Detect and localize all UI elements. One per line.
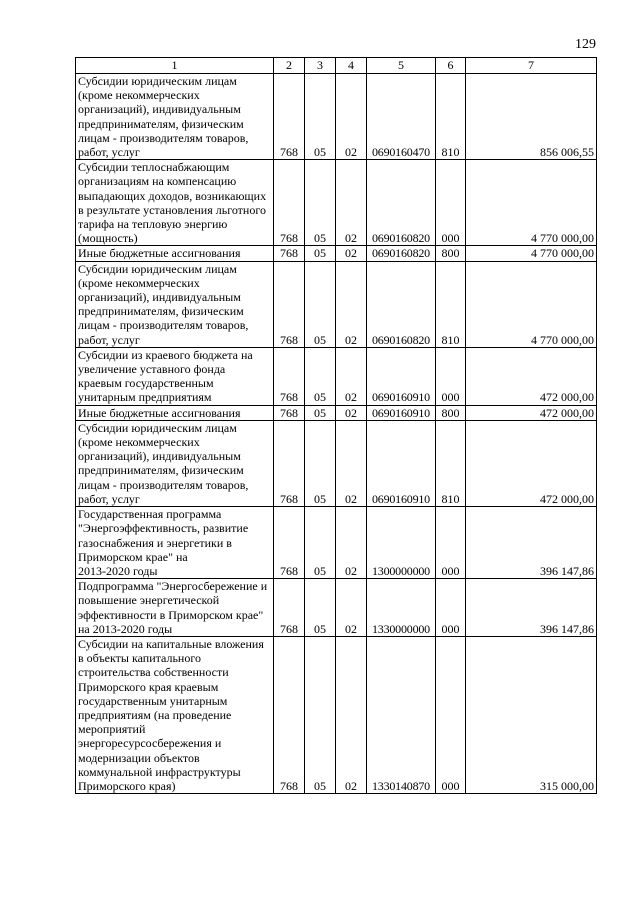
row-description: Субсидии юридическим лицам (кроме некоммерческих организаций), индивидуальным предпринимателям, физическим лицам - производителям товаров, работ, услуг [76,74,274,160]
row-description: Субсидии теплоснабжающим организациям на компенсацию выпадающих доходов, возникающих в результате установления льготного тарифа на тепловую энергию (мощность) [76,160,274,246]
row-target-article: 0690160820 [367,261,436,347]
row-description: Субсидии юридическим лицам (кроме некоммерческих организаций), индивидуальным предпринимателям, физическим лицам - производителям товаров, работ, услуг [76,420,274,506]
row-subsection: 02 [336,160,367,246]
row-ministry-code: 768 [274,405,305,420]
table-row [76,261,597,347]
table-row [76,246,597,261]
row-description: Подпрограмма "Энергосбережение и повышение энергетической эффективности в Приморском крае" на 2013-2020 годы [76,579,274,637]
header-col-1: 1 [76,58,274,74]
row-amount: 396 147,86 [466,579,597,637]
budget-table [75,57,597,794]
row-subsection: 02 [336,636,367,793]
header-col-6: 6 [436,58,466,74]
row-ministry-code: 768 [274,579,305,637]
row-amount: 856 006,55 [466,74,597,160]
row-description: Иные бюджетные ассигнования [76,246,274,261]
row-section: 05 [305,579,336,637]
row-target-article: 0690160910 [367,405,436,420]
header-col-4: 4 [336,58,367,74]
table-row [76,579,597,637]
row-section: 05 [305,420,336,506]
row-description: Государственная программа "Энергоэффективность, развитие газоснабжения и энергетики в Приморском крае" на 2013-2020 годы [76,507,274,579]
row-description: Иные бюджетные ассигнования [76,405,274,420]
row-description: Субсидии на капитальные вложения в объекты капитального строительства собственности Приморского края краевым государственным унитарным предприятиям (на проведение мероприятий энергоресурсосбережения и модернизации объектов коммунальной инфраструктуры Приморского края) [76,636,274,793]
row-ministry-code: 768 [274,347,305,405]
row-ministry-code: 768 [274,420,305,506]
row-amount: 4 770 000,00 [466,160,597,246]
row-expense-type: 810 [436,261,466,347]
table-row [76,405,597,420]
row-target-article: 1330140870 [367,636,436,793]
row-ministry-code: 768 [274,74,305,160]
row-subsection: 02 [336,507,367,579]
row-section: 05 [305,636,336,793]
table-row [76,507,597,579]
row-section: 05 [305,507,336,579]
row-ministry-code: 768 [274,246,305,261]
row-amount: 4 770 000,00 [466,261,597,347]
table-row [76,636,597,793]
row-ministry-code: 768 [274,636,305,793]
row-section: 05 [305,261,336,347]
row-section: 05 [305,347,336,405]
row-subsection: 02 [336,420,367,506]
row-description: Субсидии из краевого бюджета на увеличение уставного фонда краевым государственным унитарным предприятиям [76,347,274,405]
row-amount: 472 000,00 [466,347,597,405]
row-ministry-code: 768 [274,160,305,246]
row-expense-type: 800 [436,405,466,420]
row-target-article: 1300000000 [367,507,436,579]
header-col-7: 7 [466,58,597,74]
header-col-3: 3 [305,58,336,74]
row-subsection: 02 [336,579,367,637]
row-section: 05 [305,405,336,420]
row-target-article: 0690160910 [367,347,436,405]
row-subsection: 02 [336,261,367,347]
row-amount: 4 770 000,00 [466,246,597,261]
row-target-article: 0690160820 [367,246,436,261]
row-expense-type: 810 [436,74,466,160]
table-row [76,74,597,160]
header-col-2: 2 [274,58,305,74]
row-ministry-code: 768 [274,507,305,579]
row-subsection: 02 [336,347,367,405]
row-amount: 315 000,00 [466,636,597,793]
row-expense-type: 800 [436,246,466,261]
header-col-5: 5 [367,58,436,74]
row-section: 05 [305,246,336,261]
row-expense-type: 000 [436,636,466,793]
table-row [76,347,597,405]
row-amount: 396 147,86 [466,507,597,579]
header-row [76,58,597,74]
row-target-article: 0690160820 [367,160,436,246]
row-expense-type: 810 [436,420,466,506]
row-subsection: 02 [336,405,367,420]
row-amount: 472 000,00 [466,420,597,506]
row-section: 05 [305,160,336,246]
page-number: 129 [575,37,596,52]
row-ministry-code: 768 [274,261,305,347]
row-amount: 472 000,00 [466,405,597,420]
row-subsection: 02 [336,74,367,160]
row-subsection: 02 [336,246,367,261]
row-description: Субсидии юридическим лицам (кроме некоммерческих организаций), индивидуальным предпринимателям, физическим лицам - производителям товаров, работ, услуг [76,261,274,347]
row-expense-type: 000 [436,579,466,637]
row-expense-type: 000 [436,507,466,579]
row-target-article: 0690160470 [367,74,436,160]
row-expense-type: 000 [436,347,466,405]
row-expense-type: 000 [436,160,466,246]
row-target-article: 1330000000 [367,579,436,637]
table-row [76,160,597,246]
table-row [76,420,597,506]
row-target-article: 0690160910 [367,420,436,506]
row-section: 05 [305,74,336,160]
